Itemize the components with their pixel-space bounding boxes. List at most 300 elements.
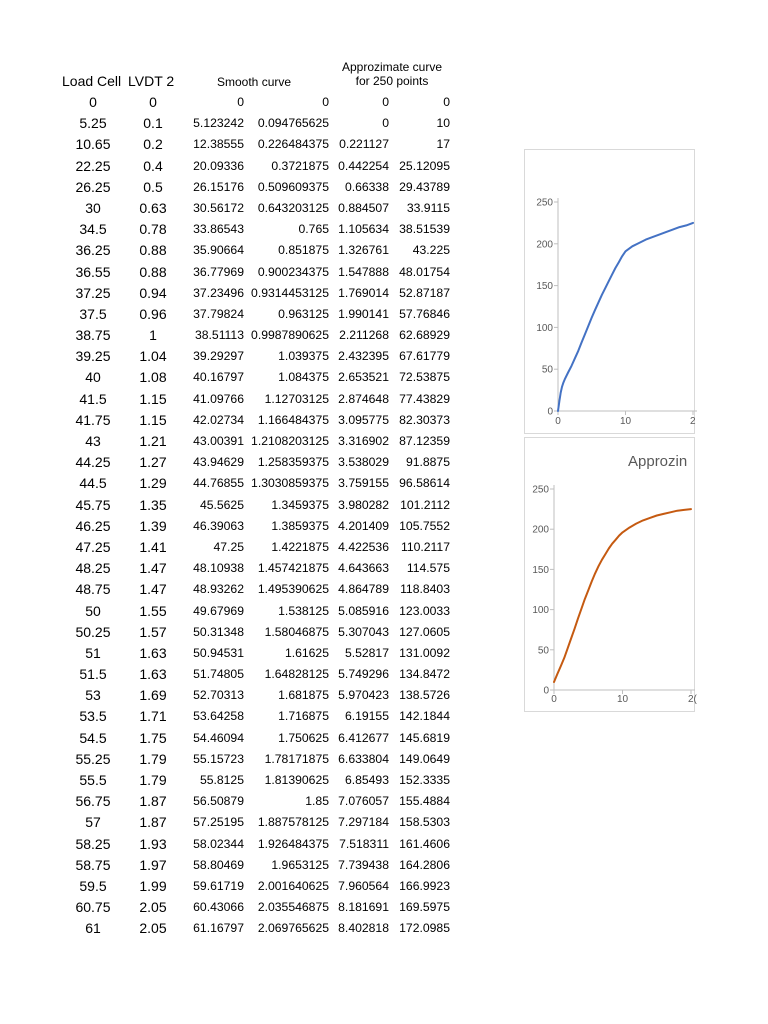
- lvdt-value: 2.05: [139, 920, 167, 937]
- lvdt-value: 0: [149, 94, 157, 110]
- approx-col2-value: 67.61779: [399, 349, 450, 364]
- approx-col1-value: 2.653521: [338, 370, 389, 385]
- load-cell-value: 48.25: [75, 560, 111, 577]
- y-tick-label: 250: [536, 197, 553, 209]
- smooth-col2-value: 0.765: [298, 222, 329, 237]
- load-cell-value: 36.55: [75, 263, 111, 280]
- approx-col2-value: 0: [443, 95, 450, 109]
- lvdt-value: 0.78: [139, 221, 167, 238]
- approx-col1-value: 3.759155: [338, 476, 389, 491]
- table-row: [0, 876, 470, 897]
- lvdt-value: 1.71: [139, 708, 167, 725]
- load-cell-value: 41.5: [79, 390, 107, 407]
- approx-col2-value: 43.225: [412, 243, 450, 258]
- lvdt-value: 1.39: [139, 517, 167, 534]
- lvdt-value: 0.2: [143, 136, 163, 153]
- smooth-col2-value: 1.9653125: [271, 857, 329, 872]
- smooth-col2-value: 1.3459375: [271, 497, 329, 512]
- table-row: [0, 558, 470, 579]
- load-cell-value: 60.75: [75, 899, 111, 916]
- series-line: [558, 223, 693, 411]
- approx-col2-value: 48.01754: [399, 264, 450, 279]
- lvdt-value: 1.79: [139, 772, 167, 788]
- load-cell-value: 53: [85, 687, 101, 704]
- table-row: [0, 664, 470, 685]
- smooth-col1-value: 26.15176: [193, 179, 244, 194]
- load-cell-value: 54.5: [79, 729, 107, 746]
- approx-col2-value: 25.12095: [399, 158, 450, 173]
- approx-col1-value: 1.769014: [338, 285, 389, 300]
- table-row: [0, 770, 470, 791]
- approx-col2-value: 33.9115: [406, 200, 450, 215]
- lvdt-value: 1.97: [139, 856, 167, 873]
- smooth-col2-value: 1.2108203125: [251, 434, 329, 448]
- table-row: [0, 897, 470, 918]
- smooth-col2-value: 1.166484375: [257, 412, 329, 427]
- load-cell-value: 46.25: [75, 517, 111, 534]
- approx-col2-value: 52.87187: [399, 285, 450, 300]
- lvdt-value: 0.96: [139, 305, 167, 322]
- x-tick-label: 2: [690, 416, 696, 427]
- lvdt-value: 1.47: [139, 581, 167, 598]
- approx-col1-value: 1.990141: [338, 306, 389, 321]
- approx-col1-value: 0.221127: [339, 137, 389, 152]
- y-tick-label: 50: [541, 364, 553, 376]
- lvdt-value: 1.79: [139, 750, 167, 767]
- approx-col1-value: 1.105634: [338, 222, 389, 237]
- approx-col2-value: 87.12359: [399, 434, 450, 448]
- load-cell-value: 22.25: [75, 157, 111, 174]
- approx-col1-value: 2.211268: [339, 328, 389, 343]
- approx-col1-value: 4.864789: [338, 582, 389, 597]
- load-cell-value: 58.25: [75, 835, 111, 852]
- smooth-col2-value: 1.750625: [278, 730, 329, 745]
- approx-col2-value: 110.2117: [400, 539, 450, 554]
- lvdt-value: 1.69: [139, 687, 167, 704]
- approx-col2-value: 142.1844: [399, 709, 450, 724]
- approx-col2-value: 96.58614: [399, 476, 450, 491]
- table-row: [0, 791, 470, 812]
- lvdt-value: 1.08: [139, 369, 167, 386]
- table-row: [0, 156, 470, 177]
- approx-col1-value: 6.85493: [344, 773, 389, 787]
- approx-col1-value: 2.432395: [338, 349, 389, 364]
- lvdt-value: 2.05: [139, 899, 167, 916]
- smooth-col1-value: 61.16797: [193, 921, 244, 936]
- table-row: [0, 92, 470, 113]
- smooth-col2-value: 1.681875: [278, 688, 329, 703]
- smooth-col1-value: 39.29297: [193, 349, 244, 364]
- smooth-col1-value: 46.39063: [193, 518, 244, 533]
- lvdt-value: 1.41: [139, 538, 167, 555]
- load-cell-value: 36.25: [75, 242, 111, 259]
- header-smooth-curve: Smooth curve: [217, 75, 292, 89]
- load-cell-value: 55.5: [79, 772, 107, 788]
- smooth-col2-value: 1.495390625: [257, 582, 329, 597]
- smooth-col2-value: 0.509609375: [257, 179, 329, 194]
- smooth-col1-value: 55.8125: [199, 773, 244, 787]
- approx-col2-value: 123.0033: [399, 603, 450, 618]
- smooth-col2-value: 0.094765625: [257, 116, 329, 131]
- y-tick-label: 100: [532, 605, 549, 617]
- approx-col1-value: 3.980282: [338, 497, 389, 512]
- smooth-col2-value: 2.069765625: [257, 921, 329, 936]
- smooth-col1-value: 45.5625: [199, 497, 244, 512]
- smooth-col2-value: 0.900234375: [257, 264, 329, 279]
- lvdt-value: 1.47: [139, 560, 167, 577]
- load-cell-value: 51.5: [79, 666, 107, 683]
- smooth-col2-value: 1.3859375: [271, 518, 329, 533]
- x-tick-label: 10: [616, 694, 629, 705]
- load-cell-value: 5.25: [79, 115, 107, 132]
- y-tick-label: 200: [532, 524, 549, 536]
- smooth-col2-value: 1.926484375: [257, 836, 329, 851]
- lvdt-value: 0.88: [139, 263, 167, 280]
- lvdt-value: 0.4: [143, 157, 163, 174]
- smooth-col1-value: 58.80469: [193, 857, 244, 872]
- x-tick-label: 0: [551, 694, 557, 705]
- approx-col2-value: 105.7552: [399, 518, 450, 533]
- table-row: [0, 134, 470, 155]
- lvdt-value: 0.94: [139, 284, 167, 301]
- load-cell-value: 59.5: [79, 877, 107, 894]
- approx-col2-value: 161.4606: [399, 836, 450, 851]
- y-tick-label: 150: [532, 564, 549, 576]
- header-load-cell: Load Cell: [62, 73, 122, 89]
- table-row: [0, 516, 470, 537]
- load-cell-value: 58.75: [75, 856, 111, 873]
- table-row: [0, 283, 470, 304]
- smooth-col2-value: 1.258359375: [257, 455, 329, 470]
- table-row: [0, 346, 470, 367]
- approx-col1-value: 4.201409: [338, 518, 389, 533]
- smooth-col1-value: 41.09766: [193, 391, 244, 406]
- table-row: [0, 601, 470, 622]
- smooth-col1-value: 50.31348: [193, 624, 244, 639]
- smooth-col2-value: 1.12703125: [264, 391, 329, 406]
- load-cell-value: 51: [85, 644, 101, 661]
- load-cell-value: 38.75: [75, 327, 111, 344]
- lvdt-value: 1.04: [139, 348, 167, 365]
- smooth-col1-value: 35.90664: [193, 243, 244, 258]
- approx-col1-value: 0.884507: [338, 200, 389, 215]
- table-row: [0, 622, 470, 643]
- smooth-col1-value: 54.46094: [193, 730, 244, 745]
- smooth-col1-value: 40.16797: [193, 370, 244, 385]
- approx-col2-value: 158.5303: [399, 815, 450, 830]
- table-row: [0, 113, 470, 134]
- smooth-col2-value: 0: [322, 95, 329, 109]
- approx-col2-value: 134.8472: [399, 667, 450, 682]
- table-row: [0, 685, 470, 706]
- load-cell-value: 37.25: [75, 284, 111, 301]
- approx-col1-value: 3.538029: [338, 455, 389, 470]
- load-cell-value: 48.75: [75, 581, 111, 598]
- table-row: [0, 198, 470, 219]
- y-tick-label: 200: [536, 239, 553, 251]
- table-row: [0, 706, 470, 727]
- load-cell-value: 44.5: [79, 475, 107, 492]
- lvdt-value: 1.35: [139, 496, 167, 513]
- lvdt-value: 1.27: [139, 454, 167, 471]
- load-cell-value: 44.25: [75, 454, 111, 471]
- smooth-col2-value: 0.963125: [278, 306, 329, 321]
- approx-col2-value: 138.5726: [399, 688, 450, 703]
- lvdt-value: 1.63: [139, 666, 167, 683]
- approx-col1-value: 8.181691: [338, 900, 389, 915]
- y-tick-label: 0: [543, 685, 549, 697]
- approx-col2-value: 118.8403: [400, 582, 450, 597]
- smooth-col1-value: 58.02344: [193, 836, 244, 851]
- table-row: [0, 219, 470, 240]
- lvdt-value: 0.5: [143, 178, 163, 195]
- approx-col1-value: 5.085916: [338, 603, 389, 618]
- smooth-col1-value: 12.38555: [193, 137, 244, 152]
- smooth-col1-value: 48.93262: [193, 582, 244, 597]
- table-row: [0, 579, 470, 600]
- approx-col2-value: 10: [436, 116, 450, 131]
- smooth-col1-value: 37.23496: [193, 285, 244, 300]
- lvdt-value: 1.15: [139, 411, 167, 428]
- load-cell-value: 56.75: [75, 793, 111, 810]
- approx-col2-value: 164.2806: [399, 857, 450, 872]
- lvdt-value: 1.29: [139, 475, 167, 492]
- smooth-col2-value: 1.457421875: [257, 561, 329, 576]
- smooth-col2-value: 0.851875: [278, 243, 329, 258]
- load-cell-value: 39.25: [75, 348, 111, 365]
- lvdt-value: 1.63: [139, 644, 167, 661]
- smooth-col1-value: 51.74805: [193, 667, 244, 682]
- approx-col1-value: 1.547888: [338, 264, 389, 279]
- lvdt-value: 1.57: [139, 623, 167, 640]
- header-approx-curve: [332, 60, 452, 88]
- approx-col2-value: 131.0092: [399, 645, 450, 660]
- lvdt-value: 1.87: [139, 814, 167, 831]
- table-row: [0, 304, 470, 325]
- smooth-col2-value: 1.58046875: [264, 624, 329, 639]
- smooth-col1-value: 47.25: [213, 539, 244, 554]
- smooth-col2-value: 2.035546875: [257, 900, 329, 915]
- approx-col2-value: 114.575: [406, 561, 450, 576]
- approx-col1-value: 0.66338: [344, 179, 389, 194]
- lvdt-value: 1.55: [139, 602, 167, 619]
- lvdt-value: 0.1: [143, 115, 163, 132]
- approx-col2-value: 91.8875: [405, 455, 450, 470]
- header-lvdt-2: LVDT 2: [128, 73, 175, 89]
- approx-col2-value: 57.76846: [399, 306, 450, 321]
- load-cell-value: 41.75: [75, 411, 111, 428]
- lvdt-value: 1.21: [139, 433, 167, 449]
- chart-approximate-curve: [524, 437, 695, 712]
- load-cell-value: 26.25: [75, 178, 111, 195]
- table-row: [0, 389, 470, 410]
- approx-col1-value: 6.19155: [344, 709, 389, 724]
- approx-col1-value: 0.442254: [338, 158, 389, 173]
- load-cell-value: 50.25: [75, 623, 111, 640]
- smooth-col1-value: 56.50879: [193, 794, 244, 809]
- approx-col2-value: 145.6819: [399, 730, 450, 745]
- y-tick-label: 100: [536, 322, 553, 334]
- series-line: [554, 509, 691, 682]
- load-cell-value: 0: [89, 94, 97, 110]
- table-row: [0, 918, 470, 939]
- smooth-col1-value: 42.02734: [193, 412, 244, 427]
- smooth-col1-value: 48.10938: [193, 561, 244, 576]
- approx-col2-value: 169.5975: [399, 900, 450, 915]
- lvdt-value: 1.15: [139, 390, 167, 407]
- load-cell-value: 34.5: [79, 221, 107, 238]
- approx-col2-value: 62.68929: [399, 328, 450, 343]
- smooth-col1-value: 44.76855: [193, 476, 244, 491]
- smooth-col2-value: 0.3721875: [271, 158, 329, 173]
- table-row: [0, 749, 470, 770]
- load-cell-value: 37.5: [79, 305, 107, 322]
- smooth-col1-value: 52.70313: [193, 688, 244, 703]
- load-cell-value: 57: [85, 814, 101, 831]
- smooth-col2-value: 1.039375: [278, 349, 329, 364]
- approx-col2-value: 127.0605: [399, 624, 450, 639]
- smooth-col2-value: 2.001640625: [257, 878, 329, 893]
- smooth-col1-value: 60.43066: [193, 900, 244, 915]
- smooth-col1-value: 49.67969: [193, 603, 244, 618]
- smooth-col1-value: 5.123242: [193, 116, 244, 131]
- load-cell-value: 45.75: [75, 496, 111, 513]
- approx-col2-value: 101.2112: [400, 497, 450, 512]
- smooth-col1-value: 20.09336: [193, 158, 244, 173]
- lvdt-value: 1.99: [139, 877, 167, 894]
- approx-col1-value: 2.874648: [338, 391, 389, 406]
- lvdt-value: 1: [149, 327, 157, 344]
- smooth-col2-value: 1.4221875: [271, 539, 329, 554]
- load-cell-value: 47.25: [75, 538, 111, 555]
- x-tick-label: 2(: [688, 694, 697, 705]
- lvdt-value: 0.63: [139, 199, 167, 216]
- smooth-col2-value: 1.78171875: [264, 751, 329, 766]
- smooth-col2-value: 1.084375: [278, 370, 329, 385]
- load-cell-value: 50: [85, 602, 101, 619]
- chart-title: Approzin: [628, 453, 688, 470]
- load-cell-value: 55.25: [75, 750, 111, 767]
- smooth-col1-value: 0: [237, 95, 244, 109]
- smooth-col1-value: 33.86543: [193, 222, 244, 237]
- table-row: [0, 367, 470, 388]
- smooth-col2-value: 0.643203125: [257, 200, 329, 215]
- approx-col1-value: 1.326761: [338, 243, 389, 258]
- smooth-col2-value: 1.61625: [284, 645, 329, 660]
- table-row: [0, 452, 470, 473]
- approx-col1-value: 0: [382, 95, 389, 109]
- smooth-col1-value: 37.79824: [193, 306, 244, 321]
- approx-col2-value: 155.4884: [399, 794, 450, 809]
- approx-col2-value: 166.9923: [399, 878, 450, 893]
- table-row: [0, 473, 470, 494]
- smooth-col2-value: 1.716875: [278, 709, 329, 724]
- table-row: [0, 325, 470, 346]
- approx-col1-value: 6.412677: [338, 730, 389, 745]
- x-tick-label: 0: [555, 416, 561, 427]
- smooth-col2-value: 1.538125: [278, 603, 329, 618]
- approx-col2-value: 82.30373: [399, 412, 450, 427]
- table-row: [0, 240, 470, 261]
- smooth-col1-value: 53.64258: [193, 709, 244, 724]
- smooth-col2-value: 1.887578125: [257, 815, 329, 830]
- approx-col1-value: 7.076057: [338, 794, 389, 809]
- chart-1-svg: [525, 150, 694, 433]
- smooth-col1-value: 43.00391: [193, 434, 244, 448]
- lvdt-value: 0.88: [139, 242, 167, 259]
- load-cell-value: 30: [85, 199, 101, 216]
- approx-col2-value: 72.53875: [399, 370, 450, 385]
- approx-col1-value: 5.52817: [344, 645, 389, 660]
- lvdt-value: 1.93: [139, 835, 167, 852]
- approx-col2-value: 29.43789: [399, 179, 450, 194]
- y-tick-label: 150: [536, 281, 553, 293]
- chart-load-displacement: [524, 149, 695, 434]
- smooth-col1-value: 50.94531: [193, 645, 244, 660]
- approx-col2-value: 17: [436, 137, 450, 152]
- smooth-col2-value: 0.9314453125: [251, 285, 329, 300]
- approx-col1-value: 5.749296: [338, 667, 389, 682]
- load-cell-value: 43: [85, 433, 101, 449]
- y-tick-label: 0: [547, 406, 553, 418]
- header-approx-line2: for 250 points: [355, 74, 429, 88]
- approx-col1-value: 4.422536: [338, 539, 389, 554]
- table-row: [0, 431, 470, 452]
- approx-col1-value: 3.095775: [338, 412, 389, 427]
- smooth-col2-value: 0.226484375: [257, 137, 329, 152]
- chart-2-svg: [525, 438, 697, 711]
- approx-col1-value: 4.643663: [338, 561, 389, 576]
- table-row: [0, 834, 470, 855]
- table-row: [0, 855, 470, 876]
- y-tick-label: 50: [537, 645, 549, 657]
- smooth-col1-value: 43.94629: [193, 455, 244, 470]
- lvdt-value: 1.87: [139, 793, 167, 810]
- smooth-col1-value: 59.61719: [193, 878, 244, 893]
- table-row: [0, 728, 470, 749]
- approx-col2-value: 152.3335: [399, 773, 450, 787]
- smooth-col2-value: 1.81390625: [264, 773, 329, 787]
- approx-col1-value: 8.402818: [338, 921, 389, 936]
- smooth-col2-value: 1.3030859375: [251, 476, 329, 491]
- approx-col1-value: 0: [382, 116, 389, 131]
- table-row: [0, 537, 470, 558]
- smooth-col1-value: 38.51113: [194, 328, 244, 343]
- approx-col1-value: 5.970423: [338, 688, 389, 703]
- smooth-col2-value: 1.85: [305, 794, 329, 809]
- lvdt-value: 1.75: [139, 729, 167, 746]
- approx-col2-value: 149.0649: [399, 751, 450, 766]
- approx-col1-value: 5.307043: [338, 624, 389, 639]
- smooth-col2-value: 0.9987890625: [251, 328, 329, 343]
- header-approx-line1: Approzimate curve: [341, 60, 443, 74]
- load-cell-value: 40: [85, 369, 101, 386]
- load-cell-value: 10.65: [75, 136, 111, 153]
- approx-col1-value: 7.960564: [338, 878, 389, 893]
- table-row: [0, 495, 470, 516]
- smooth-col1-value: 57.25195: [193, 815, 244, 830]
- load-cell-value: 61: [85, 920, 101, 937]
- smooth-col1-value: 55.15723: [193, 751, 244, 766]
- x-tick-label: 10: [619, 416, 632, 427]
- load-cell-value: 53.5: [79, 708, 107, 725]
- approx-col1-value: 3.316902: [338, 434, 389, 448]
- table-row: [0, 643, 470, 664]
- table-row: [0, 812, 470, 833]
- approx-col2-value: 38.51539: [399, 222, 450, 237]
- approx-col1-value: 7.297184: [338, 815, 389, 830]
- approx-col2-value: 172.0985: [399, 921, 450, 936]
